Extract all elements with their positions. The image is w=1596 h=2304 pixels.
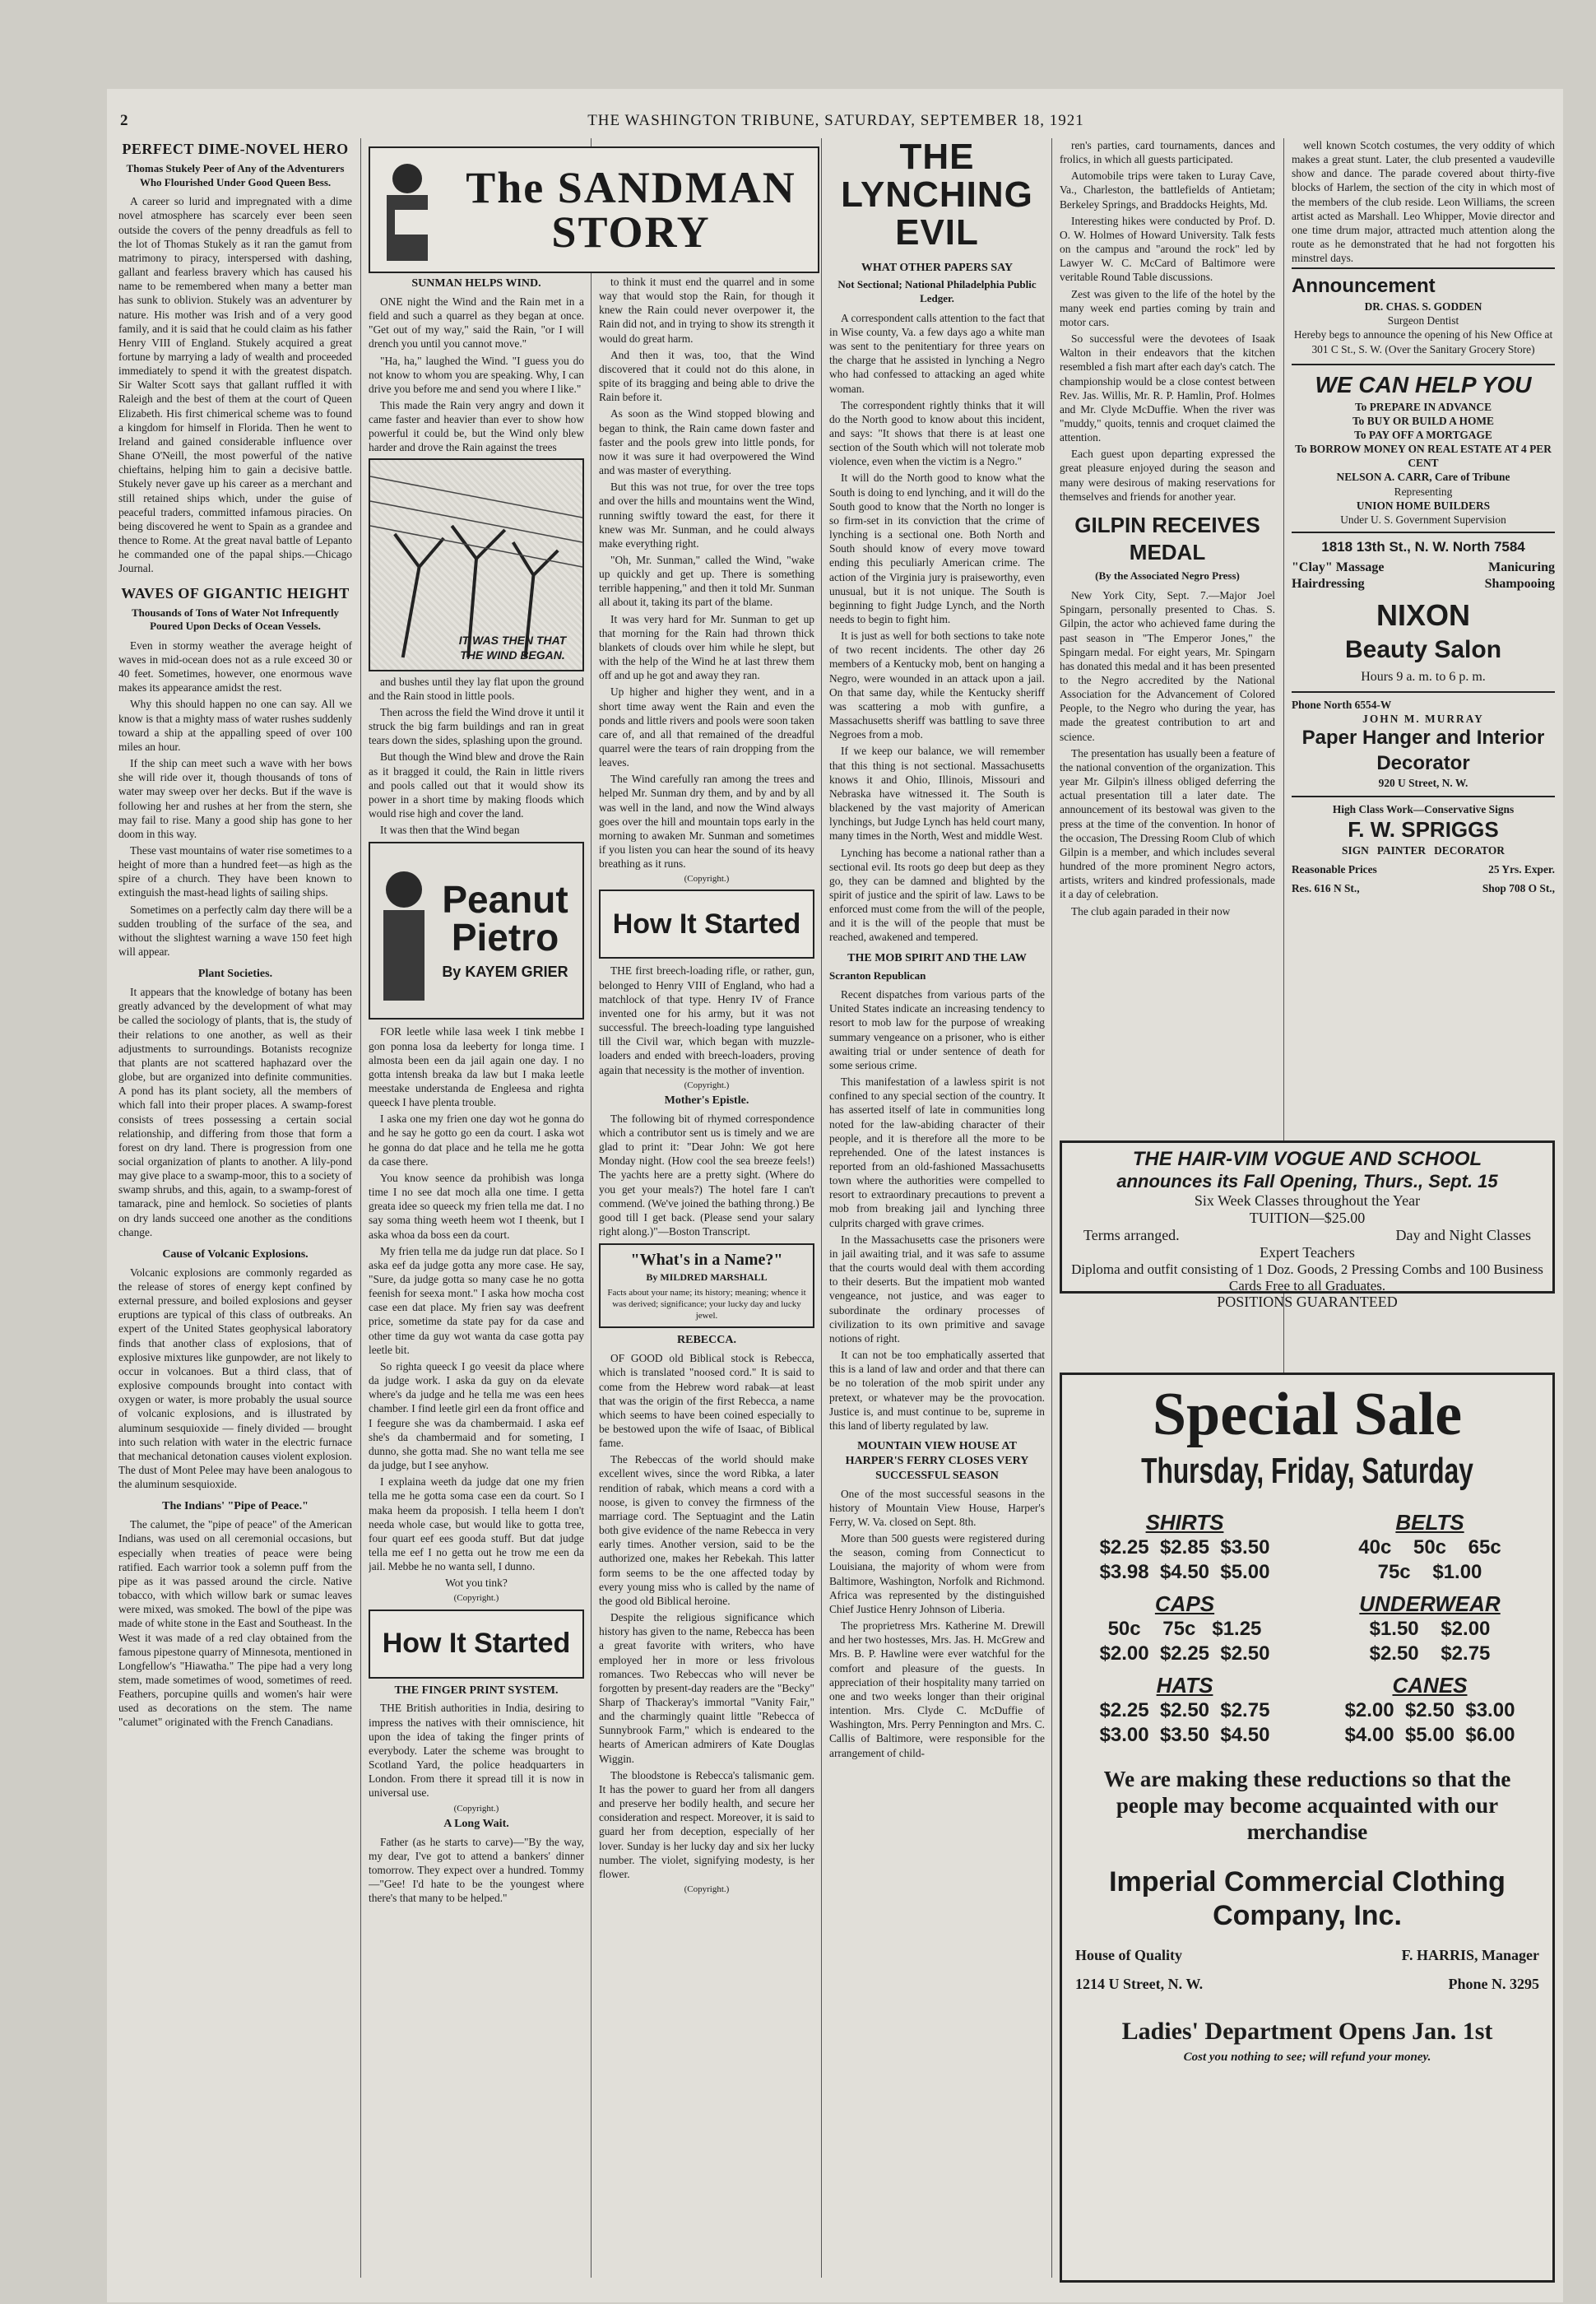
ad-title: Announcement <box>1292 275 1436 298</box>
article-paragraph: Zest was given to the life of the hotel by the many week end parties coming by train and motor cars. <box>1060 287 1275 328</box>
ad-line: To PREPARE IN ADVANCE <box>1354 400 1492 413</box>
byline: By MILDRED MARSHALL <box>646 1270 768 1283</box>
ad-tagline: High Class Work—Conservative Signs <box>1332 802 1515 815</box>
masthead <box>120 112 1552 130</box>
company-name: Imperial Commercial Clothing Company, Inc. <box>1109 1865 1506 1931</box>
murray-ad <box>1292 691 1555 796</box>
article-paragraph: Lynching has become a national rather than a sectional evil. Its roots go deep but deep as they go, they can be damned and blighted by the spirit of justice and the spirit of law. Laws to be enforced must come from the will of the people, and it is the will of the people that must be reached, awakened and tempered. <box>829 846 1045 944</box>
price-grid <box>1070 1503 1544 1748</box>
copyright: (Copyright.) <box>453 1803 499 1814</box>
ad-line: Under U. S. Government Supervision <box>1340 513 1506 526</box>
article-paragraph: Then across the field the Wind drove it until it struck the big farm buildings and ran in great tears down the sides, splashing upon the ground. <box>369 705 584 747</box>
price-row: 50c 75c $1.25 <box>1107 1617 1262 1640</box>
article-paragraph: In the Massachusetts case the prisoners were in jail awaiting trial, and it was safe to assume that the courts would deal with them according to their deserts. But the impatient mob wanted vengeance, not justice, and was eager to subordinate the ordinary processes of civilization to its own primitive and savage notions of right. <box>829 1233 1045 1345</box>
ad-title: F. W. SPRIGGS <box>1348 816 1499 842</box>
how-it-started-logo: How It Started <box>599 890 814 959</box>
article-paragraph: A career so lurid and impregnated with a dime novel atmosphere has scarcely ever been seen outside the covers of the penny dreadfuls as fell to the lot of Thomas Stukely as it ran the gamut from matrimony to piracy, interspersed with dashing, gallant and fearless bravery which has caused his name to be remembered when many a better man has sunk to oblivion. Stukely was an adventurer by nature. His mother was Irish and of a very good family, and it is said that he could claim as his father Henry VIII of England. Stukely acquired a great fortune by marrying a lady of wealth and proceeded immediately to spend it with the greatest dispatch. Sir Walter Scott says that gallant ruffled it with Raleigh and the best of them at the court of Queen Elizabeth. His first chimerical scheme was to found a kingdom for himself in Florida. Then he went to Ireland and gained considerable influence over Shane O'Neill, the most powerful of the native chieftains, helping him to gain a decisive battle. Stukely never gave up his career as a merchant and still retained ships which, under the guise of peaceful traders, committed infamous piracies. On being discovered he went to Spain as a grandee and thence to Rome. At the great naval battle of Lepanto he commanded one of the papal ships.—Chicago Journal. <box>118 195 352 575</box>
ad-address: 920 U Street, N. W. <box>1378 777 1468 790</box>
article-paragraph: One of the most successful seasons in the history of Mountain View House, Harper's Ferry, W. Va. closed on Sept. 8th. <box>829 1487 1045 1528</box>
headline: REBECCA. <box>677 1334 736 1347</box>
ladies-department: Ladies' Department Opens Jan. 1st <box>1121 2018 1493 2046</box>
price-block-hats <box>1070 1666 1299 1748</box>
article-paragraph: Each guest upon departing expressed the great pleasure enjoyed during the season and many were desirous of making reservations for themselves and friends for another year. <box>1060 448 1275 503</box>
store-address: 1214 U Street, N. W. <box>1075 1976 1204 1993</box>
copyright: (Copyright.) <box>684 1080 730 1090</box>
ad-name: JOHN M. MURRAY <box>1362 712 1484 725</box>
article-paragraph: Up higher and higher they went, and in a short time away went the Rain and even the ponds and little rivers and pools were soon taken care of, and all that remained of the dreadful quarrel were the tears of rain dropping from the leaves. <box>599 685 814 769</box>
category-label: HATS <box>1156 1672 1213 1698</box>
column-6 <box>1292 138 1555 1134</box>
price-row: $3.98 $4.50 $5.00 <box>1099 1560 1270 1583</box>
ad-body: Hereby begs to announce the opening of his New Office at 301 C St., S. W. (Over the Sanitary Grocery Store) <box>1293 328 1553 355</box>
ad-line: Day and Night Classes <box>1395 1227 1531 1243</box>
ad-line: To PAY OFF A MORTGAGE <box>1354 428 1492 441</box>
price-row: 40c 50c 65c <box>1358 1535 1501 1558</box>
column-rule <box>360 138 361 2278</box>
article-paragraph: Volcanic explosions are commonly regarded as the release of stores of energy kept confined by external pressure, and boiled explosions and geyser eruptions are typical of this class of outbreaks. An expert of the United States geophysical laboratory finds that another class of explosions, that of explosive mixtures like gunpowder, are not likely to occur in volcanoes. But a third class, that of explosive compounds brought into contact with oxygen or water, is more probably the usual source of volcanic explosions, and is illustrated by aluminum sesquioxide — finely divided — brought into such relation with water in the electric furnace that mechanical detonation causes violent explosion. The dust of Mont Pelee may have been analogous to the aluminum sesquioxide. <box>118 1266 352 1491</box>
headline: Cause of Volcanic Explosions. <box>162 1247 309 1261</box>
column-rule <box>821 138 822 2278</box>
category-label: SHIRTS <box>1145 1509 1224 1535</box>
article-paragraph: This manifestation of a lawless spirit is not confined to any special section of the country. It has asserted itself of late in communities long noted for the law-abiding character of their people, and it is therefore all the more to be reprehended. One of the latest instances is reported from an old-fashioned Massachusetts town where the authorities were compelled to resort to extraordinary precautions to prevent a mob from breaking jail and lynching three culprits charged with grave crimes. <box>829 1075 1045 1229</box>
ad-line: 25 Yrs. Exper. <box>1488 863 1555 876</box>
price-row: $2.25 $2.50 $2.75 <box>1099 1698 1270 1721</box>
article-paragraph: This made the Rain very angry and down it came faster and heavier than ever to show how powerful it could be, but the Wind only blew harder and drove the Rain against the trees <box>369 399 584 454</box>
ad-line: To BUY OR BUILD A HOME <box>1352 414 1494 427</box>
article-paragraph: "Oh, Mr. Sunman," called the Wind, "wake up quickly and get up. There is something terrible happening," and then it told Mr. Sunman all about it, taking its part of the blame. <box>599 553 814 609</box>
ad-service: Manicuring <box>1488 560 1555 574</box>
article-paragraph: to think it must end the quarrel and in some way that would stop the Rain, for though it knew the Rain could never overpower it, the Rain did not, and in trying to show its strength it would do great harm. <box>599 276 814 345</box>
headline: SUNMAN HELPS WIND. <box>411 277 541 290</box>
newspaper-page <box>107 89 1563 2302</box>
copyright: (Copyright.) <box>453 1593 499 1604</box>
price-row: $2.50 $2.75 <box>1369 1642 1491 1665</box>
article-paragraph: It is just as well for both sections to take note of two recent incidents. The other day 26 members of a Kentucky mob, bent on hanging a Negro, were wounded in an attack upon a jail. On that same day, while the Kentucky sheriff was scattering a mob with gunfire, a Massachusetts sheriff was battling to save three Negroes from a mob. <box>829 629 1045 741</box>
article-paragraph: If the ship can meet such a wave with her bows she will ride over it, though thousands of tons of water may sweep over her decks. But if the wave is following her and rushes at her from the stern, she may fail to rise. Many a good ship has gone to her doom in this way. <box>118 757 352 840</box>
ad-role: Surgeon Dentist <box>1387 314 1459 327</box>
ad-line: Res. 616 N St., <box>1292 882 1360 895</box>
article-paragraph: The club again paraded in their now <box>1071 904 1231 917</box>
article-paragraph: Automobile trips were taken to Luray Cave, Va., Charleston, the battlefields of Antietam; Berkeley Springs, and Braddocks Heights, Md. <box>1060 170 1275 211</box>
ad-service: Hairdressing <box>1292 577 1365 592</box>
category-label: BELTS <box>1395 1509 1464 1535</box>
ad-title: NIXON <box>1376 597 1470 632</box>
article-paragraph: You know seence da prohibish was longa time I no see dat moch alla one time. I getta greata idee so queeck my frien tella me dat. I no say soma thing weeth heem wot I theenk, but I aska whoa da boss een da court. <box>369 1171 584 1241</box>
article-paragraph: The calumet, the "pipe of peace" of the American Indians, was used on all ceremonial occasions, but especially when treaties of peace were being ratified. Each warrior took a solemn puff from the pipe as it was passed around the circle. Native tobacco, with which willow bark or sumac leaves were mixed, was smoked. The bowl of the pipe was made of white stone in the East and Southeast. In the West it was made of a red clay obtained from the famous pipestone quarry of Minnesota, mentioned in Longfellow's "Hiawatha." The pipe had a very long stem, made sometimes of wood, sometimes of reed. Feathers, porcupine quills and women's hair were used as decorations on the stem. The name "calumet" originated with the French Canadians. <box>118 1518 352 1729</box>
headline: THE FINGER PRINT SYSTEM. <box>394 1684 559 1697</box>
article-paragraph: Interesting hikes were conducted by Prof. D. O. W. Holmes of Howard University. Talk fests on the campus and "around the rock" led by Lawyer W. C. McCard of Baltimore were veritable Round Table discussions. <box>1060 214 1275 284</box>
source-line: Scranton Republican <box>829 969 926 982</box>
ad-title: WE CAN HELP YOU <box>1315 371 1532 397</box>
how-it-started-logo: How It Started <box>369 1610 584 1679</box>
article-paragraph: The correspondent rightly thinks that it will do the North good to know about this incident, and says: "It shows that there is at least one section of the South which will not tolerate mob violence, even when the victim is a Negro." <box>829 398 1045 468</box>
ad-phone: Phone North 6554-W <box>1292 698 1392 711</box>
column-rule <box>591 138 592 2278</box>
article-paragraph: THE British authorities in India, desiring to impress the natives with their omniscience, hit upon the idea of taking the finger prints of everybody. Later the scheme was brought to Scotland Yard, the police headquarters in London. From there it spread till it is now in universal use. <box>369 1702 584 1800</box>
gilpin-headline: GILPIN RECEIVES MEDAL <box>1074 512 1260 565</box>
article-paragraph: ren's parties, card tournaments, dances and frolics, in which all guests participated. <box>1060 139 1275 166</box>
price-row: $4.00 $5.00 $6.00 <box>1344 1723 1515 1746</box>
subheadline: WHAT OTHER PAPERS SAY <box>861 261 1014 274</box>
box-title: "What's in a Name?" <box>630 1251 783 1270</box>
byline: By KAYEM GRIER <box>442 963 568 980</box>
column-5 <box>1060 138 1275 1134</box>
ad-line: Reasonable Prices <box>1292 863 1377 876</box>
article-paragraph: Father (as he starts to carve)—"By the way, my dear, I've got to attend a bankers' dinner tomorrow. They expect over a hundred. Tommy—"Gee! I'd hate to be the youngest where there's that many to be helped." <box>369 1835 584 1905</box>
ad-subtitle: announces its Fall Opening, Thurs., Sept. 15 <box>1116 1171 1498 1191</box>
article-paragraph: ONE night the Wind and the Rain met in a field and such a quarrel as they began at once. "Get out of my way," said the Rain, "or I will drench you until you cannot move." <box>369 295 584 351</box>
article-paragraph: As soon as the Wind stopped blowing and began to think, the Rain came down faster and faster and the pools grew into little ponds, for now it was sure it had overpowered the Wind and was master of everything. <box>599 407 814 477</box>
article-paragraph: I aska one my frien one day wot he gonna do and he say he gotto go een da court. I aska wot he gonna do dat place and he tella me he gotta da case there. <box>369 1113 584 1168</box>
article-paragraph: These vast mountains of water rise sometimes to a height of more than a hundred feet—as high as the spire of a church. They have been known to extinguish the mast-head lights of sailing ships. <box>118 843 352 899</box>
ad-line: NELSON A. CARR, Care of Tribune <box>1336 471 1510 484</box>
sandman-logo-text: The SANDMAN STORY <box>466 163 796 257</box>
article-paragraph: The Rebeccas of the world should make excellent wives, since the word Ribka, a later rendition of rabak, which means a cord with a noose, is given to convey the firmness of the marriage cord. The Septuagint and the Latin both give evidence of the name Rebecca in very early times. Another version, said to be the authorized one, makes her Rebekah. This latter form seems to be the one affected today by every young miss who is called by the name of the good old Biblical heroine. <box>599 1453 814 1607</box>
article-paragraph: The presentation has usually been a feature of the national convention of the organization. This year Mr. Gilpin's illness obliged deferring the actual presentation till a later date. The announcement of its bestowal was given to the press at the time of the convention. In honor of the occasion, The Dressing Room Club of which Gilpin is a member, and which includes several hundred of the more prominent Negro actors, artists, writers and kindred professionals, made it a day of celebration. <box>1060 746 1275 901</box>
article-paragraph: Despite the religious significance which history has given to the name, Rebecca has been a great favorite with writers, who have employed her in more or less frivolous romances. Two Rebeccas who will never be forgotten by present-day readers are the "Becky" Sharp of Thackeray's immortal "Vanity Fair," and the charmingly quaint little "Rebecca of Sunnybrook Farm," which is endeared to the hearts of American admirers of Kate Douglas Wiggin. <box>599 1611 814 1765</box>
article-paragraph: So righta queeck I go veesit da place where da judge work. I aska da guy on da elevate where's da judge and he tella me was een hees chamber. I find leetle girl een da front office and I feegure she was da chambermaid. I aska eef she's da chambermaid and for someting, I dunno, she gotta mad. She no want tella me see da judge, but I see anyhow. <box>369 1359 584 1472</box>
peanut-logo-text: Peanut Pietro <box>442 877 568 959</box>
copyright: (Copyright.) <box>684 874 730 885</box>
peanut-pietro-logo <box>369 842 584 1020</box>
article-paragraph: FOR leetle while lasa week I tink mebbe I gon ponna losa da leeberty for longa time. I almosta been een da jail again one day. I no gotta intensh breaka da law but I maka leetle meestake understanda de Engleesa and righta queeck I have plenta trouble. <box>369 1025 584 1109</box>
article-paragraph: THE first breech-loading rifle, or rather, gun, belonged to Henry VIII of England, who had a matchlock of that type. Henry IV of France invented one for his army, but it was not successful. The breech-loading type languished till the Civil war, which began with muzzle-loaders and ended with breech-loaders, proving again that necessity is the mother of invention. <box>599 964 814 1076</box>
price-row: $3.00 $3.50 $4.50 <box>1099 1723 1270 1746</box>
article-paragraph: Sometimes on a perfectly calm day there will be a sudden troubling of the surface of the sea, and without the slightest warning a wave 150 feet high will appear. <box>118 903 352 959</box>
article-paragraph: and bushes until they lay flat upon the ground and the Rain stood in little pools. <box>369 675 584 702</box>
column-rule <box>1051 138 1052 2278</box>
price-block-canes <box>1315 1666 1544 1748</box>
headline-line-1: THE LYNCHING <box>841 138 1033 216</box>
copyright: (Copyright.) <box>684 1884 730 1894</box>
home-builders-ad <box>1292 364 1555 532</box>
price-row: $2.00 $2.50 $3.00 <box>1344 1698 1515 1721</box>
illustration-caption: IT WAS THEN THAT THE WIND BEGAN. <box>458 633 567 662</box>
ad-line: UNION HOME BUILDERS <box>1356 499 1491 512</box>
headline: Plant Societies. <box>197 968 273 981</box>
ad-hours: Hours 9 a. m. to 6 p. m. <box>1361 670 1486 685</box>
special-sale-ad <box>1060 1373 1555 2283</box>
price-block-belts <box>1315 1503 1544 1585</box>
article-paragraph: Recent dispatches from various parts of the United States indicate an increasing tendency to resort to mob law for the purpose of wreaking summary vengeance on a prisoner, who is either awaiting trial or under sentence of death for some serious crime. <box>829 988 1045 1071</box>
article-paragraph: It will do the North good to know what the South is doing to end lynching, and it will do the South good to know that the North no longer is so firm-set in its conviction that the crime of lynching is a sectional one. Both North and South should know of every move toward ending this peculiarly American crime. The action of the Virginia jury is praiseworthy, even unusual, but it is not unique. The South is beginning to fight Judge Lynch, and the North needs to begin to fight him. <box>829 471 1045 625</box>
article-paragraph: Why this should happen no one can say. All we know is that a mighty mass of water rushes suddenly toward a ship at the appalling speed of over 100 miles an hour. <box>118 698 352 753</box>
headline: The Indians' "Pipe of Peace." <box>162 1500 309 1513</box>
article-paragraph: It was very hard for Mr. Sunman to get up that morning for the Rain had thrown thick blankets of clouds over him while he slept, but with the help of the Wind he at last threw them off and up he got and away they ran. <box>599 612 814 682</box>
ad-line: TUITION—$25.00 <box>1249 1210 1366 1226</box>
article-paragraph: Wot you tink? <box>445 1577 508 1590</box>
subheadline: Thousands of Tons of Water Not Infrequently Poured Upon Decks of Ocean Vessels. <box>131 606 340 633</box>
reader-illustration-icon <box>370 152 444 267</box>
category-label: CANES <box>1392 1672 1468 1698</box>
ad-role: SIGN PAINTER DECORATOR <box>1342 843 1505 857</box>
box-subtitle: Facts about your name; its history; meaning; whence it was derived; significance; your lucky day and lucky jewel. <box>607 1288 806 1322</box>
article-paragraph: So successful were the devotees of Isaak Walton in their endeavors that the kitchen resembled a fish mart after each day's catch. The championship would be a close contest between Rev. Jas. Willis, Mr. R. P. Hamlin, Prof. Holmes and Mr. Clyde McDuffie. When the river was "muddy," quoits, tennis and croquet claimed the attention. <box>1060 332 1275 444</box>
article-paragraph: It can not be too emphatically asserted that this is a land of law and order and that there can be no toleration of the mob spirit under any pretext, or whatever may be the provocation. Justice is, and must continue to be, supreme in this land of liberty regulated by law. <box>829 1349 1045 1432</box>
column-2 <box>369 275 584 2274</box>
page-number: 2 <box>120 112 129 129</box>
article-paragraph: A correspondent calls attention to the fact that in Wise county, Va. a few days ago a white man was sent to the penitentiary for three years on the charge that he assisted in lynching a Negro who had confessed to attacking an aged white woman. <box>829 311 1045 395</box>
ad-line: Terms arranged. <box>1083 1227 1180 1243</box>
sale-pitch: We are making these reductions so that the people may become acquainted with our merchandise <box>1103 1766 1511 1845</box>
article-paragraph: It appears that the knowledge of botany has been greatly advanced by the development of what may be called the sociology of plants, that is, the study of their relations to one another, as well as their adjustments to surroundings. Botanists recognize that plants are not scattered haphazard over the globe, but are organized into definite communities. A pond has its plant society, all the members of which fall into their proper places. A swamp-forest consists of trees possessing a certain social relationship, and differing from those that form a forest on dry land. There is progression from one social organization of plants to another. A lily-pond may give place to a swamp-moor, this to a society of swamp shrubs, and this, again, to a swamp-forest of tamarack, pine and hemlock. So societies of plants on dry lands succeed one another as the conditions change. <box>118 986 352 1238</box>
article-paragraph: The Wind carefully ran among the trees and helped Mr. Sunman dry them, and by and by all was well in the land, and now the Wind always goes over the hill and mountain tops early in the morning to awaken Mr. Sunman and sometimes if you listen you can hear the sound of its heavy breathing as it runs. <box>599 773 814 871</box>
ad-line: POSITIONS GUARANTEED <box>1217 1294 1398 1311</box>
article-paragraph: "Ha, ha," laughed the Wind. "I guess you do not know to whom you are speaking. Why, I can drive you before me and send you where I like." <box>369 354 584 395</box>
lynching-headline <box>829 138 1045 253</box>
headline: PERFECT DIME-NOVEL HERO <box>122 141 349 157</box>
name-feature-box <box>599 1243 814 1328</box>
ad-line: Diploma and outfit consisting of 1 Doz. Goods, 2 Pressing Combs and 100 Business Cards Free to all Graduates. <box>1071 1261 1543 1294</box>
ad-line: To BORROW MONEY ON REAL ESTATE AT 4 PER CENT <box>1295 443 1552 470</box>
hair-vim-ad <box>1060 1140 1555 1311</box>
article-paragraph: The following bit of rhymed correspondence which a contributor sent us is timely and we are glad to print it: "Dear John: We got here Monday night. (How cool the sea breeze feels!) The yachts here are a pretty sight. (Where do you get your meals?) The hotel fare I can't commend. (We've joined the bathing throng.) Be good till I get back. (Please send your salary right along.)"—Boston Transcript. <box>599 1112 814 1238</box>
article-paragraph: New York City, Sept. 7.—Major Joel Spingarn, personally presented to Chas. S. Gilpin, the actor who achieved fame during the past season in "The Emperor Jones," the Spingarn medal. For eight years, Mr. Spingarn has donated this medal and it has been presented to the Negro accredited by the National Association for the Advancement of Colored People, to the Negro who during the year, has made the greatest contribution to art and science. <box>1060 589 1275 743</box>
wind-illustration <box>369 458 584 671</box>
headline: MOUNTAIN VIEW HOUSE AT HARPER'S FERRY CLOSES VERY SUCCESSFUL SEASON <box>845 1439 1029 1482</box>
sale-days: Thursday, Friday, Saturday <box>1141 1450 1473 1491</box>
house-label: House of Quality <box>1075 1947 1183 1964</box>
price-block-underwear <box>1315 1585 1544 1666</box>
ad-title: THE HAIR-VIM VOGUE AND SCHOOL <box>1132 1148 1482 1170</box>
article-paragraph: But though the Wind blew and drove the Rain as it bragged it could, the Rain in little rivers and pools called out that it would show its power in a short time by making floods which would rise high and cover the land. <box>369 750 584 820</box>
subheadline: Thomas Stukely Peer of Any of the Adventurers Who Flourished Under Good Queen Bess. <box>126 162 345 188</box>
article-paragraph: The bloodstone is Rebecca's talismanic gem. It has the power to guard her from all dangers and preserve her bodily health, and secure her consideration and respect. Moreover, it is said to guard her from deception, especially of her lover. Sunday is her lucky day and six her lucky number. The violet, signifying modesty, is her flower. <box>599 1768 814 1880</box>
announcement-ad <box>1292 267 1555 363</box>
category-label: CAPS <box>1154 1591 1215 1616</box>
source-line: (By the Associated Negro Press) <box>1095 569 1240 583</box>
headline: THE MOB SPIRIT AND THE LAW <box>847 951 1027 964</box>
ad-name: DR. CHAS. S. GODDEN <box>1364 300 1482 314</box>
article-paragraph: OF GOOD old Biblical stock is Rebecca, which is translated "noosed cord." It is said to come from the Hebrew word rabak—at least that was the origin of the first Rebecca, a name which seems to have been coined especially to be bestowed upon the wife of Isaac, of Biblical fame. <box>599 1352 814 1450</box>
price-block-shirts <box>1070 1503 1299 1585</box>
article-paragraph: But this was not true, for over the tree tops and over the hills and mountains went the Wind, running swiftly toward the east, for there it knew was Mr. Sunman, and he could always make everything right. <box>599 481 814 550</box>
column-3 <box>599 275 814 2274</box>
sandman-logo <box>369 146 819 273</box>
article-paragraph: It was then that the Wind began <box>380 824 520 837</box>
price-row: $2.00 $2.25 $2.50 <box>1099 1642 1270 1665</box>
store-phone: Phone N. 3295 <box>1448 1976 1539 1993</box>
ad-address: 1818 13th St., N. W. North 7584 <box>1321 538 1525 555</box>
price-row: $2.25 $2.85 $3.50 <box>1099 1535 1270 1558</box>
ad-line: Expert Teachers <box>1260 1244 1355 1261</box>
category-label: UNDERWEAR <box>1359 1591 1501 1616</box>
article-paragraph: Even in stormy weather the average height of waves in mid-ocean does not as a rule exceed 30 or 40 feet. Sometimes, however, one enormous wave makes its appearance amidst the rest. <box>118 639 352 694</box>
headline-line-2: EVIL <box>895 212 979 253</box>
source-line: Not Sectional; National Philadelphia Public Ledger. <box>837 278 1037 305</box>
column-1 <box>118 138 352 2278</box>
sale-footer: Cost you nothing to see; will refund your money. <box>1183 2051 1431 2065</box>
price-block-caps <box>1070 1585 1299 1666</box>
nixon-beauty-ad <box>1292 532 1555 691</box>
column-4 <box>829 138 1045 2278</box>
ad-line: Representing <box>1394 485 1453 498</box>
article-paragraph: If we keep our balance, we will remember that this thing is not sectional. Massachusetts knows it and Ohio, Illinois, Missouri and Nebraska have witnessed it. The South is blackened by the vast majority of American lynchings, but Judge Lynch has held court many, many times in the North, West and middle West. <box>829 745 1045 843</box>
headline: WAVES OF GIGANTIC HEIGHT <box>121 584 350 602</box>
article-paragraph: well known Scotch costumes, the very oddity of which makes a great stunt. Later, the club presented a vaudeville show and dance. The parade covered about thirty-five blocks of Harlem, the section of the city in which most of the members of the club reside. Leon Williams, the screen artist acted as Marshall. Leo Whipper, Movie director and one time drum major, attracted much attention along the route as he demonstrated that he had not forgotten his minstrel days. <box>1292 139 1555 265</box>
spriggs-ad <box>1292 796 1555 901</box>
article-paragraph: The proprietress Mrs. Katherine M. Drewill and her two hostesses, Mrs. Jas. H. McGrew and Mrs. B. P. Hawline were ever watchful for the comfort and pleasure of the guests. In appreciation of their hospitality many tarried on one and two weeks longer than their original intention. Mrs. Clyde C. McDuffie of Washington, Mrs. Perry Pennington and Mrs. C. Callis of Baltimore, were responsible for the arrangement of child- <box>829 1619 1045 1759</box>
manager-label: F. HARRIS, Manager <box>1401 1947 1539 1964</box>
character-illustration-icon <box>375 857 433 1005</box>
article-paragraph: More than 500 guests were registered during the season, coming from Connecticut to Louisiana, the majority of whom were from Baltimore, Washington, Norfolk and Richmond. Africa was represented by the distinguished Chief Justice Henry Johnson of Liberia. <box>829 1532 1045 1615</box>
price-row: 75c $1.00 <box>1377 1560 1482 1583</box>
ad-line: Shop 708 O St., <box>1482 882 1555 895</box>
headline: A Long Wait. <box>443 1817 509 1830</box>
article-paragraph: My frien tella me da judge run dat place. So I aska eef da judge gotta any more case. He say, "Sure, da judge gotta so many case he no gotta feenish for seexa mont." I aska how mocha cost case een dat place. My frien say was deefrent price, sometime da state pay for da case and other time da guy wot wanta da case gotta pay leetle bit. <box>369 1244 584 1356</box>
ad-title: Paper Hanger and Interior Decorator <box>1301 726 1545 774</box>
ad-service: "Clay" Massage <box>1292 560 1385 574</box>
headline: Mother's Epistle. <box>664 1094 749 1107</box>
masthead-title: THE WASHINGTON TRIBUNE, SATURDAY, SEPTEMBER 18, 1921 <box>587 112 1084 129</box>
article-paragraph: And then it was, too, that the Wind discovered that it could not do this alone, in spite of its bragging and being able to drive the Rain before it. <box>599 348 814 404</box>
price-row: $1.50 $2.00 <box>1369 1617 1491 1640</box>
sale-title: Special Sale <box>1152 1381 1463 1448</box>
ad-line: Six Week Classes throughout the Year <box>1194 1192 1421 1209</box>
article-paragraph: I explaina weeth da judge dat one my frien tella me he gotta soma case een da court. So I maka heem da proposish. I tella heem I don't needa whole case, but would like to gotta tree, four quart eef ees gooda stuff. But dat judge tella me eef I no getta out he trow me een da jail. Mebbe he no wanta sell, I dunno. <box>369 1475 584 1573</box>
ad-service: Shampooing <box>1484 577 1555 592</box>
ad-subtitle: Beauty Salon <box>1344 635 1502 663</box>
